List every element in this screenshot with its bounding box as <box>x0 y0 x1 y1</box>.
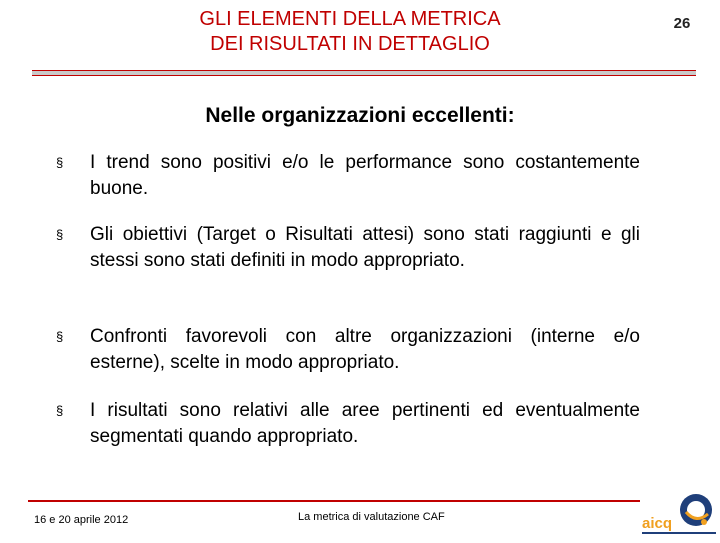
bullet-item <box>56 398 640 450</box>
slide-title <box>110 7 590 57</box>
footer-divider <box>28 500 640 502</box>
bullet-text: Gli obiettivi (Target o Risultati attesi) sono stati raggiunti e gli stessi sono stati definiti in modo appropriato. <box>90 224 640 271</box>
aicq-logo-graphic <box>640 490 718 538</box>
slide-subtitle: Nelle organizzazioni eccellenti: <box>205 104 515 127</box>
title-divider <box>32 70 696 76</box>
bullet-text: I risultati sono relativi alle aree pertinenti ed eventualmente segmentati quando appropriato. <box>90 400 640 447</box>
bullet-text: I trend sono positivi e/o le performance sono costantemente buone. <box>90 152 640 199</box>
bullet-item <box>56 222 640 274</box>
bullet-marker-icon: § <box>56 329 64 344</box>
slide-title-line2: DEI RISULTATI IN DETTAGLIO <box>210 33 490 55</box>
footer-caption: La metrica di valutazione CAF <box>298 511 445 523</box>
bullet-marker-icon: § <box>56 155 64 170</box>
aicq-logo-icon <box>640 490 718 538</box>
bullet-item <box>56 324 640 376</box>
bullet-marker-icon: § <box>56 403 64 418</box>
bullet-marker-icon: § <box>56 227 64 242</box>
logo-text: aicq <box>642 515 673 532</box>
slide-title-line1: GLI ELEMENTI DELLA METRICA <box>199 8 501 30</box>
footer-date: 16 e 20 aprile 2012 <box>34 514 129 526</box>
bullet-text: Confronti favorevoli con altre organizzazioni (interne e/o esterne), scelte in modo appropriato. <box>90 326 640 373</box>
bullet-item <box>56 150 640 202</box>
page-number: 26 <box>673 15 691 32</box>
